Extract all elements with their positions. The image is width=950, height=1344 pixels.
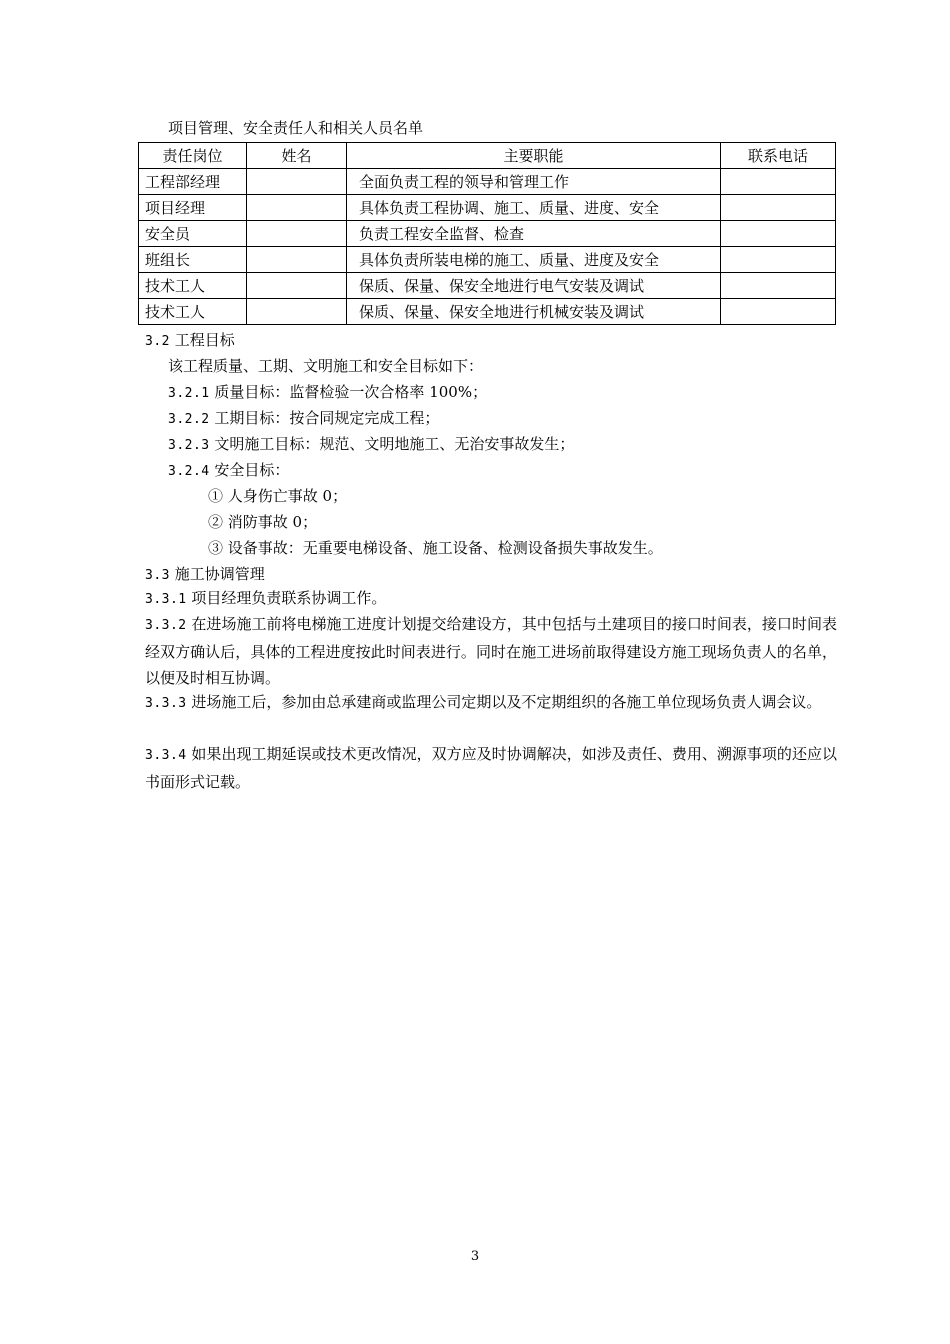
coordination-item: 3.3.4 如果出现工期延误或技术更改情况，双方应及时协调解决，如涉及责任、费用、溯源事项的还应以书面形式记载。	[145, 745, 837, 791]
safety-item: ① 人身伤亡事故 0；	[208, 487, 348, 505]
coordination-item: 3.3.1 项目经理负责联系协调工作。	[145, 589, 387, 607]
safety-item: ③ 设备事故：无重要电梯设备、施工设备、检测设备损失事故发生。	[208, 539, 663, 557]
section-3-2-heading: 3.2 工程目标	[145, 331, 235, 349]
table-caption: 项目管理、安全责任人和相关人员名单	[168, 119, 424, 137]
goal-item: 3.2.4 安全目标：	[168, 461, 290, 479]
personnel-table	[138, 142, 836, 325]
coordination-item: 3.3.2 在进场施工前将电梯施工进度计划提交给建设方，其中包括与土建项目的接口时间表，接口时间表经双方确认后，具体的工程进度按此时间表进行。同时在施工进场前取得建设方施工现场负责人的名单，以便及时相互协调。	[145, 615, 837, 687]
cell-phone	[721, 169, 836, 195]
cell-duties: 具体负责工程协调、施工、质量、进度、安全	[347, 195, 721, 221]
cell-duties: 保质、保量、保安全地进行电气安装及调试	[347, 273, 721, 299]
cell-phone	[721, 195, 836, 221]
cell-name	[247, 221, 347, 247]
cell-name	[247, 299, 347, 325]
cell-duties: 保质、保量、保安全地进行机械安装及调试	[347, 299, 721, 325]
section-3-2-intro: 该工程质量、工期、文明施工和安全目标如下：	[168, 357, 484, 375]
table-row	[139, 195, 836, 221]
goal-item: 3.2.2 工期目标：按合同规定完成工程；	[168, 409, 440, 427]
safety-item: ② 消防事故 0；	[208, 513, 318, 531]
section-3-3-heading: 3.3 施工协调管理	[145, 565, 265, 583]
table-row	[139, 299, 836, 325]
header-name: 姓名	[247, 143, 347, 169]
table-row	[139, 247, 836, 273]
cell-phone	[721, 221, 836, 247]
cell-duties: 负责工程安全监督、检查	[347, 221, 721, 247]
cell-duties: 全面负责工程的领导和管理工作	[347, 169, 721, 195]
cell-name	[247, 273, 347, 299]
goal-item: 3.2.1 质量目标：监督检验一次合格率 100%；	[168, 383, 488, 401]
header-duties: 主要职能	[347, 143, 721, 169]
table-row	[139, 169, 836, 195]
cell-position: 项目经理	[139, 195, 247, 221]
cell-phone	[721, 247, 836, 273]
coordination-item: 3.3.3 进场施工后，参加由总承建商或监理公司定期以及不定期组织的各施工单位现场负责人调会议。	[145, 693, 822, 711]
cell-duties: 具体负责所装电梯的施工、质量、进度及安全	[347, 247, 721, 273]
cell-name	[247, 169, 347, 195]
table-row	[139, 273, 836, 299]
header-position: 责任岗位	[139, 143, 247, 169]
cell-position: 安全员	[139, 221, 247, 247]
table-header-row	[139, 143, 836, 169]
cell-phone	[721, 273, 836, 299]
cell-phone	[721, 299, 836, 325]
table-row	[139, 221, 836, 247]
page-number: 3	[470, 1249, 480, 1264]
cell-position: 技术工人	[139, 299, 247, 325]
cell-name	[247, 247, 347, 273]
cell-position: 班组长	[139, 247, 247, 273]
header-phone: 联系电话	[721, 143, 836, 169]
cell-position: 工程部经理	[139, 169, 247, 195]
cell-name	[247, 195, 347, 221]
goal-item: 3.2.3 文明施工目标：规范、文明地施工、无治安事故发生；	[168, 435, 575, 453]
cell-position: 技术工人	[139, 273, 247, 299]
